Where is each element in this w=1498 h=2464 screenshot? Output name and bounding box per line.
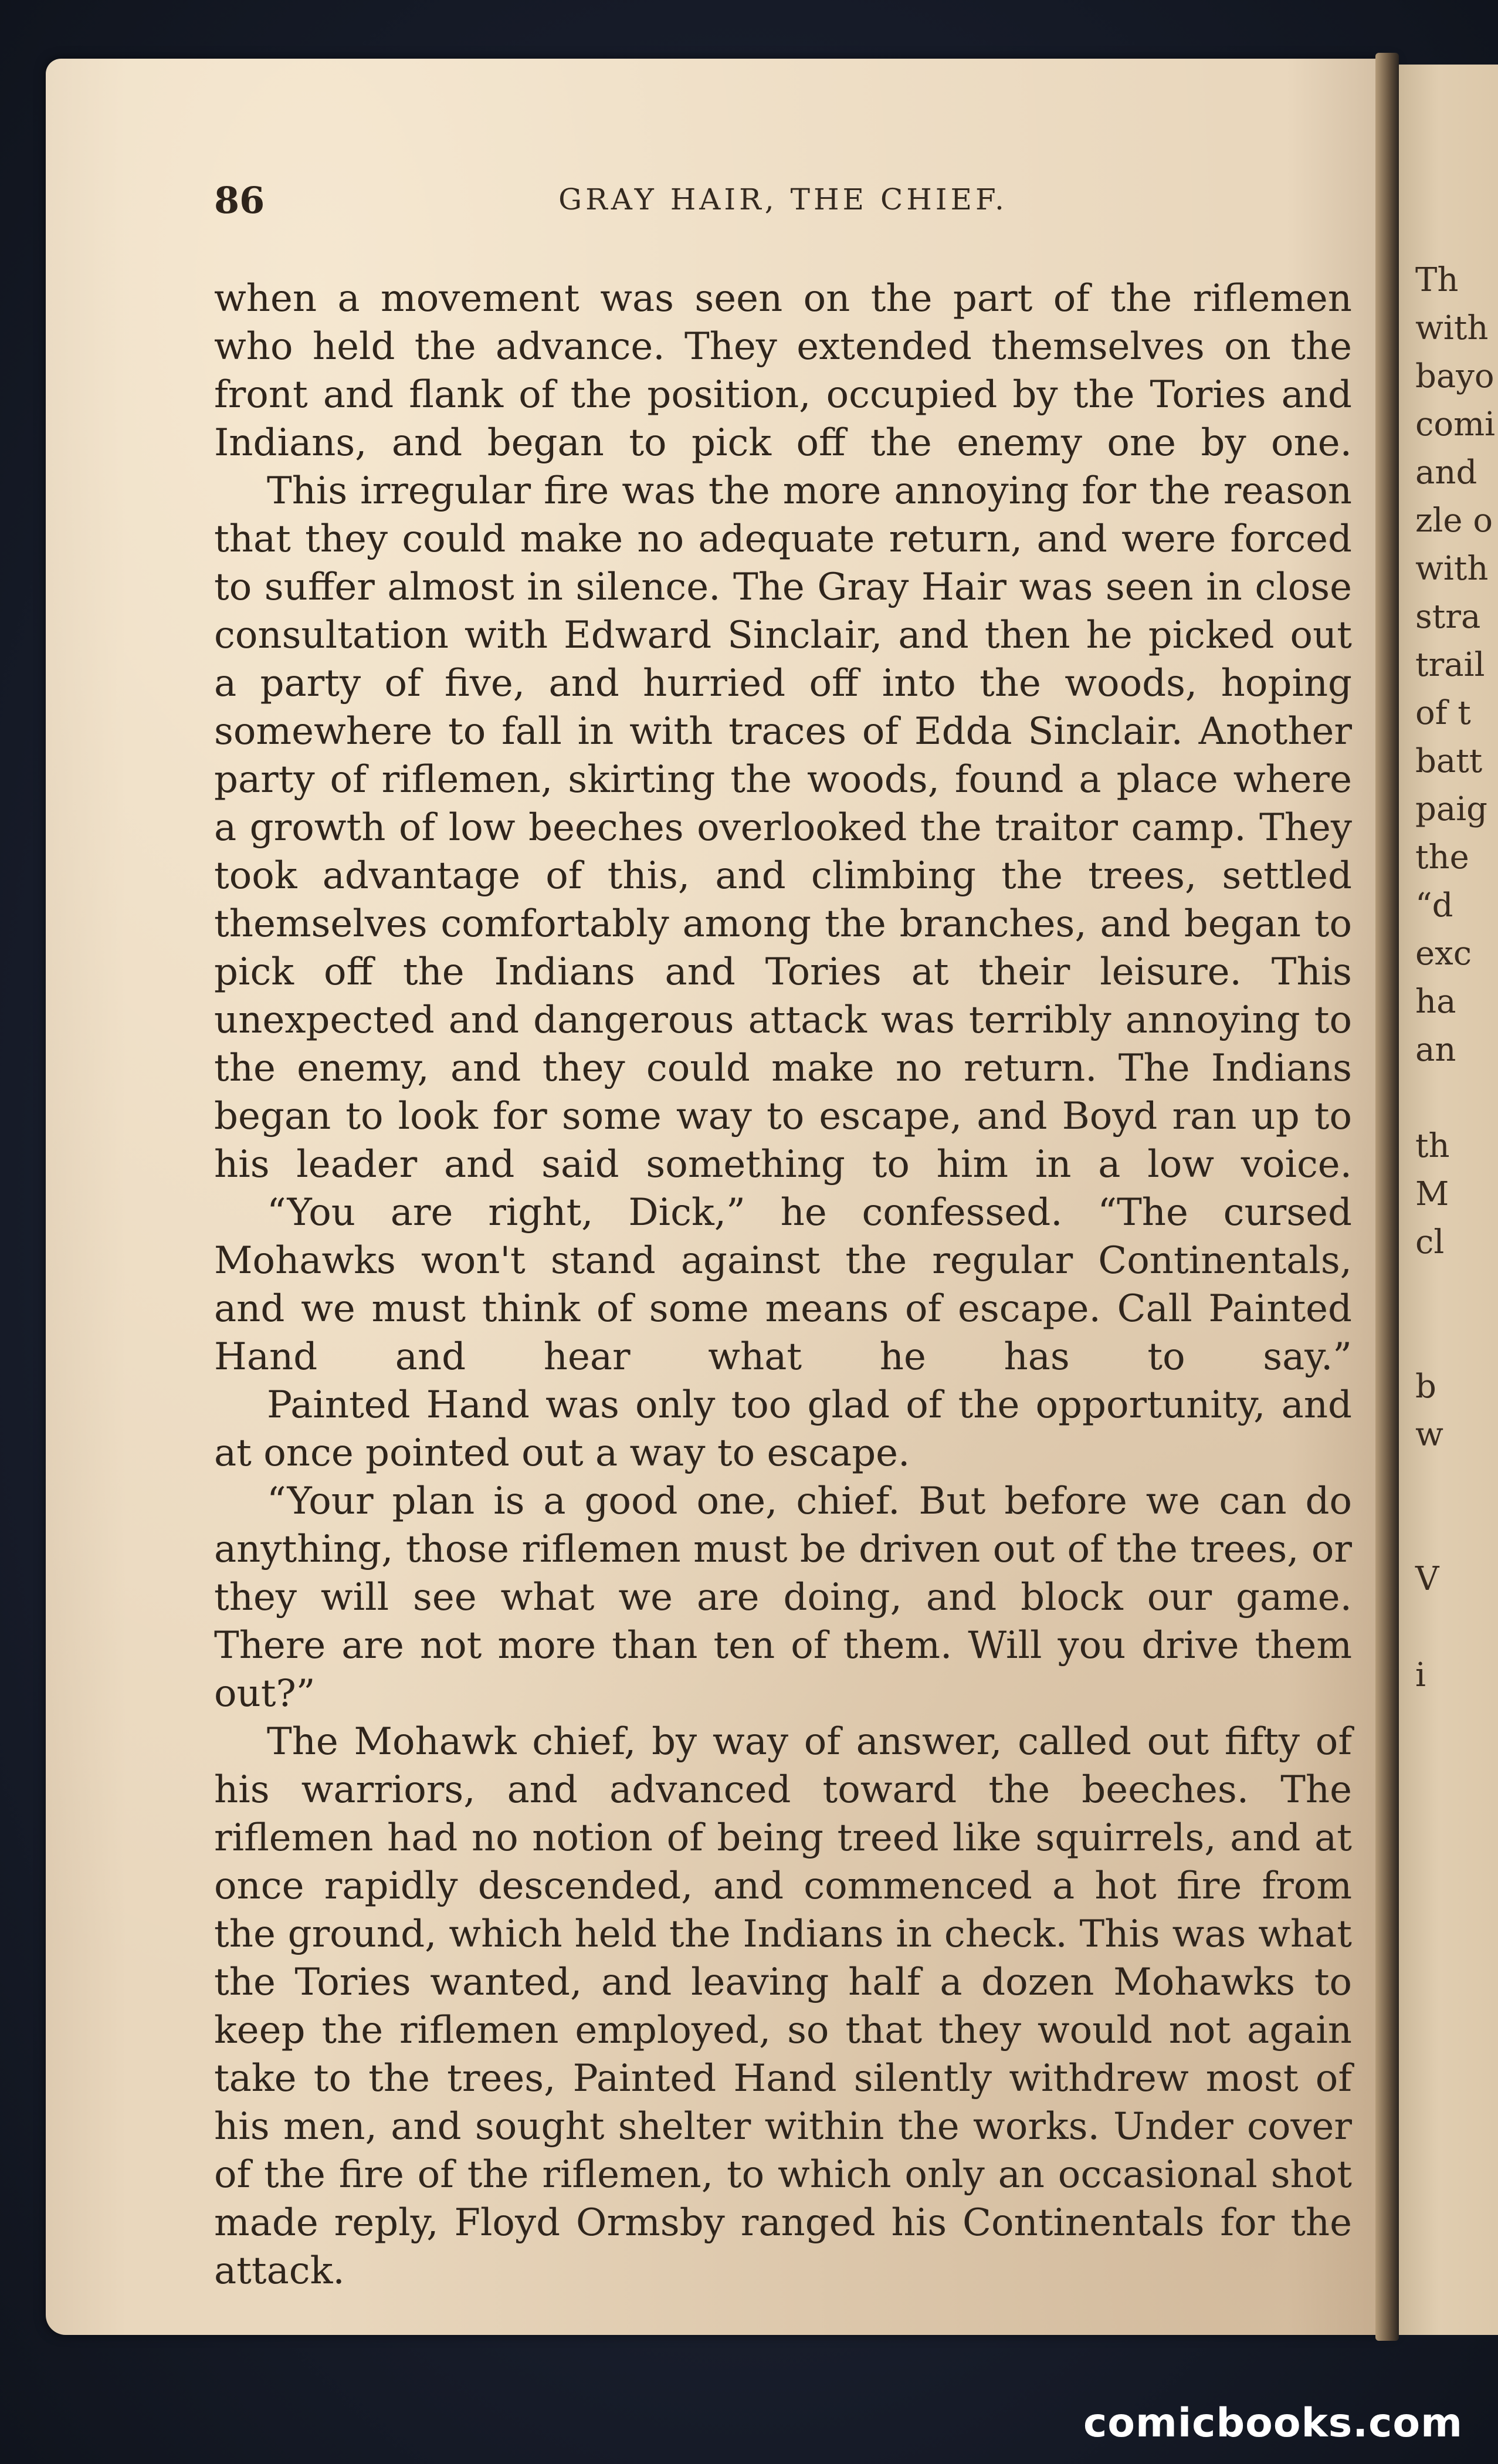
- facing-page-fragment: w: [1415, 1416, 1443, 1454]
- paragraph: when a movement was seen on the part of the riflemen who held the advance. They extended themselves on the front and flank of the position, occupied by the Tories and Indians, and began to pick off the enemy one by one.: [214, 277, 1352, 465]
- facing-page-edge: [1399, 65, 1498, 2335]
- facing-page-fragment: comi: [1415, 405, 1496, 444]
- watermark: comicbooks.com: [1083, 2400, 1463, 2446]
- facing-page-fragment: with: [1415, 550, 1489, 588]
- facing-page-fragment: b: [1415, 1368, 1436, 1406]
- paragraph: “You are right, Dick,” he confessed. “The cursed Mohawks won't stand against the regular Continentals, and we must think of some means of escape. Call Painted Hand and hear what he has to say.”: [214, 1191, 1352, 1379]
- body-text: [214, 275, 1352, 2295]
- facing-page-fragment: th: [1415, 1127, 1450, 1165]
- facing-page-fragment: cl: [1415, 1223, 1445, 1261]
- facing-page-fragment: with: [1415, 309, 1489, 347]
- facing-page-fragment: the: [1415, 838, 1469, 876]
- page-number: 86: [214, 179, 265, 222]
- facing-page-fragment: stra: [1415, 598, 1481, 636]
- running-head: [214, 179, 1352, 220]
- paragraph: Painted Hand was only too glad of the opportunity, and at once pointed out a way to escape.: [214, 1383, 1352, 1475]
- facing-page-fragment: Th: [1415, 261, 1459, 299]
- book-title: GRAY HAIR, THE CHIEF.: [558, 182, 1008, 216]
- facing-page-fragment: i: [1415, 1656, 1426, 1694]
- facing-page-fragment: batt: [1415, 742, 1483, 780]
- facing-page-fragment: trail: [1415, 646, 1485, 684]
- facing-page-fragment: paig: [1415, 790, 1487, 828]
- facing-page-fragment: bayo: [1415, 357, 1494, 395]
- paragraph: “Your plan is a good one, chief. But before we can do anything, those riflemen must be driven out of the trees, or they will see what we are doing, and block our game. There are not more than ten of them. Will you drive them out?”: [214, 1480, 1352, 1715]
- book-spine: [1375, 53, 1399, 2341]
- paragraph: The Mohawk chief, by way of answer, called out fifty of his warriors, and advanced toward the beeches. The riflemen had no notion of being treed like squirrels, and at once rapidly descended, and commenced a hot fire from the ground, which held the Indians in check. This was what the Tories wanted, and leaving half a dozen Mohawks to keep the riflemen employed, so that they would not again take to the trees, Painted Hand silently withdrew most of his men, and sought shelter within the works. Under cover of the fire of the riflemen, to which only an occasional shot made reply, Floyd Ormsby ranged his Continentals for the attack.: [214, 1720, 1352, 2293]
- facing-page-fragment: ha: [1415, 983, 1456, 1021]
- facing-page-fragment: of t: [1415, 694, 1471, 732]
- facing-page-fragment: an: [1415, 1031, 1456, 1069]
- paragraph: This irregular fire was the more annoying for the reason that they could make no adequate return, and were forced to suffer almost in silence. The Gray Hair was seen in close consultation with Edward Sinclair, and then he picked out a party of five, and hurried off into the woods, hoping somewhere to fall in with traces of Edda Sinclair. Another party of riflemen, skirting the woods, found a place where a growth of low beeches overlooked the traitor camp. They took advantage of this, and climbing the trees, settled themselves comfortably among the branches, and began to pick off the Indians and Tories at their leisure. This unexpected and dangerous attack was terribly annoying to the enemy, and they could make no return. The Indians began to look for some way to escape, and Boyd ran up to his leader and said something to him in a low voice.: [214, 469, 1352, 1186]
- facing-page-fragment: V: [1415, 1560, 1439, 1598]
- facing-page-fragment: zle o: [1415, 502, 1493, 540]
- facing-page-fragment: “d: [1415, 886, 1453, 925]
- facing-page-fragment: and: [1415, 453, 1477, 492]
- facing-page-fragment: exc: [1415, 935, 1472, 973]
- facing-page-fragment: M: [1415, 1175, 1449, 1213]
